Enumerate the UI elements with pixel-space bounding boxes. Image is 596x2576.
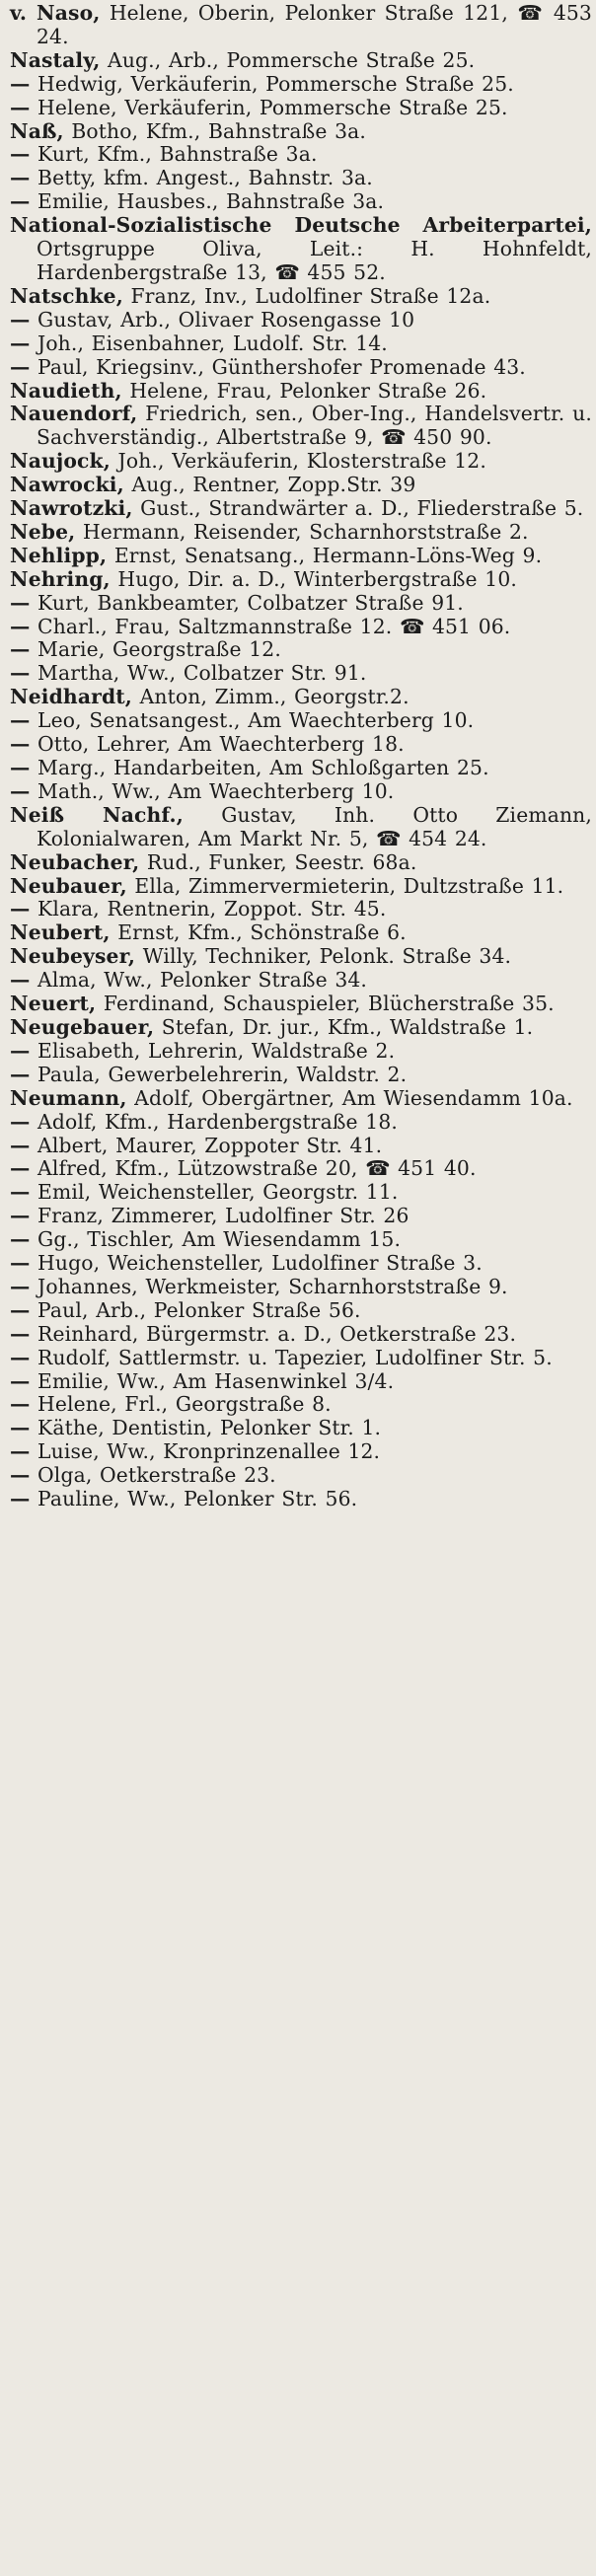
directory-entry	[10, 709, 592, 733]
entry-name: Nebe,	[10, 519, 76, 544]
entry-details: Olga, Oetkerstraße 23.	[30, 1463, 276, 1488]
entry-name: Nehring,	[10, 566, 111, 591]
entry-details: Hedwig, Verkäuferin, Pommersche Straße 25.	[30, 71, 514, 96]
directory-entry	[10, 898, 592, 921]
entry-name: —	[10, 95, 31, 119]
directory-entry	[10, 167, 592, 190]
entry-name: —	[10, 1463, 31, 1488]
entry-name: —	[10, 1156, 31, 1181]
entry-name: —	[10, 1227, 31, 1252]
directory-entry	[10, 1299, 592, 1323]
entry-name: —	[10, 307, 31, 331]
entry-name: Naß,	[10, 118, 64, 143]
entry-name: —	[10, 1133, 31, 1157]
entry-details: Leo, Senatsangest., Am Waechterberg 10.	[30, 708, 475, 733]
entry-details: Kurt, Bankbeamter, Colbatzer Straße 91.	[30, 590, 464, 615]
directory-entry	[10, 969, 592, 993]
directory-entry	[10, 1347, 592, 1370]
entry-name: Neumann,	[10, 1085, 127, 1110]
entry-name: —	[10, 661, 31, 686]
entry-details: Reinhard, Bürgermstr. a. D., Oetkerstraße 23.	[30, 1321, 517, 1346]
directory-entry	[10, 993, 592, 1016]
entry-name: —	[10, 1297, 31, 1322]
directory-entry	[10, 545, 592, 568]
directory-entry	[10, 403, 592, 450]
directory-entry	[10, 592, 592, 616]
entry-details: Aug., Rentner, Zopp.Str. 39	[123, 473, 416, 497]
entry-details: Helene, Verkäuferin, Pommersche Straße 25.	[30, 95, 508, 119]
directory-entry	[10, 1157, 592, 1181]
entry-details: Alma, Ww., Pelonker Straße 34.	[30, 968, 368, 993]
entry-details: Math., Ww., Am Waechterberg 10.	[30, 778, 395, 803]
entry-details: Gustav, Arb., Olivaer Rosengasse 10	[30, 307, 415, 331]
entry-name: National-Sozialistische Deutsche Arbeiterpartei,	[10, 213, 592, 238]
directory-entry	[10, 332, 592, 356]
directory-entry	[10, 1323, 592, 1347]
directory-entry	[10, 1016, 592, 1040]
entry-name: —	[10, 1251, 31, 1276]
directory-entry	[10, 450, 592, 474]
entry-details: Hermann, Reisender, Scharnhorststraße 2.	[75, 519, 529, 544]
directory-entry	[10, 662, 592, 686]
entry-name: Naujock,	[10, 449, 111, 474]
entry-details: Helene, Frl., Georgstraße 8.	[30, 1392, 332, 1417]
entry-name: —	[10, 1487, 31, 1511]
entry-details: Albert, Maurer, Zoppoter Str. 41.	[30, 1133, 383, 1157]
directory-entry	[10, 1181, 592, 1205]
entry-details: Joh., Eisenbahner, Ludolf. Str. 14.	[30, 331, 388, 355]
entry-details: Hugo, Dir. a. D., Winterbergstraße 10.	[110, 566, 518, 591]
entry-name: —	[10, 331, 31, 355]
directory-entry	[10, 380, 592, 404]
directory-entry	[10, 309, 592, 332]
entry-details: Otto, Lehrer, Am Waechterberg 18.	[30, 732, 405, 757]
entry-name: Neiß Nachf.,	[10, 802, 184, 827]
directory-entry	[10, 1276, 592, 1299]
entry-name: Neubert,	[10, 920, 111, 945]
entry-name: —	[10, 778, 31, 803]
directory-entry	[10, 616, 592, 639]
entry-details: Klara, Rentnerin, Zoppot. Str. 45.	[30, 897, 387, 921]
entry-details: Gust., Strandwärter a. D., Fliederstraße 5.	[132, 496, 584, 521]
entry-details: Adolf, Kfm., Hardenbergstraße 18.	[30, 1109, 398, 1134]
directory-entry	[10, 1417, 592, 1440]
entry-name: Nawrocki,	[10, 473, 124, 497]
directory-entry	[10, 120, 592, 144]
directory-entry	[10, 875, 592, 899]
entry-details: Emil, Weichensteller, Georgstr. 11.	[30, 1180, 399, 1205]
entry-details: Elisabeth, Lehrerin, Waldstraße 2.	[30, 1038, 396, 1063]
entry-details: Marg., Handarbeiten, Am Schloßgarten 25.	[30, 756, 489, 779]
entry-name: Neidhardt,	[10, 685, 133, 709]
entry-name: Nawrotzki,	[10, 496, 133, 521]
entry-details: Paul, Kriegsinv., Günthershofer Promenade 43.	[30, 354, 526, 379]
entry-details: Franz, Inv., Ludolfiner Straße 12a.	[122, 283, 491, 308]
entry-name: —	[10, 897, 31, 921]
directory-entry	[10, 1488, 592, 1511]
entry-details: Ernst, Kfm., Schönstraße 6.	[110, 920, 407, 945]
entry-details: Ferdinand, Schauspieler, Blücherstraße 35.	[96, 992, 555, 1016]
directory-entry	[10, 1393, 592, 1417]
entry-details: Anton, Zimm., Georgstr.2.	[132, 685, 410, 709]
entry-name: Neugebauer,	[10, 1014, 155, 1039]
entry-details: Paul, Arb., Pelonker Straße 56.	[30, 1297, 361, 1322]
entry-details: Luise, Ww., Kronprinzenallee 12.	[30, 1439, 381, 1464]
entry-details: Gg., Tischler, Am Wiesendamm 15.	[30, 1227, 402, 1252]
directory-entry	[10, 804, 592, 851]
entry-details: Rud., Funker, Seestr. 68a.	[139, 849, 417, 874]
entry-details: Ernst, Senatsang., Hermann-Löns-Weg 9.	[107, 543, 543, 567]
directory-entry	[10, 1135, 592, 1158]
entry-details: Joh., Verkäuferin, Klosterstraße 12.	[110, 449, 486, 474]
entry-name: —	[10, 1345, 31, 1369]
directory-entry	[10, 851, 592, 875]
entry-details: Käthe, Dentistin, Pelonker Str. 1.	[30, 1416, 382, 1440]
entry-name: —	[10, 708, 31, 733]
entry-name: —	[10, 1109, 31, 1134]
entry-name: Neuert,	[10, 992, 97, 1016]
directory-entry	[10, 686, 592, 709]
directory-entry	[10, 1064, 592, 1087]
directory-entry	[10, 921, 592, 945]
entry-name: —	[10, 189, 31, 214]
entry-name: —	[10, 1392, 31, 1417]
directory-entry	[10, 945, 592, 969]
entry-name: Neubauer,	[10, 873, 127, 898]
entry-name: —	[10, 732, 31, 757]
entry-name: —	[10, 1368, 31, 1393]
entry-name: Naudieth,	[10, 378, 122, 403]
entry-details: Aug., Arb., Pommersche Straße 25.	[100, 47, 476, 72]
entry-name: —	[10, 354, 31, 379]
entry-name: —	[10, 968, 31, 993]
directory-entry	[10, 190, 592, 214]
directory-entry	[10, 1370, 592, 1394]
directory-entry	[10, 1252, 592, 1276]
entry-details: Kurt, Kfm., Bahnstraße 3a.	[30, 142, 318, 167]
directory-entry	[10, 356, 592, 380]
entry-details: Helene, Oberin, Pelonker Straße 121, ☎ 453 24.	[37, 1, 592, 48]
directory-entry	[10, 733, 592, 757]
entry-details: Hugo, Weichensteller, Ludolfiner Straße 3.	[30, 1251, 483, 1276]
directory-entry	[10, 1087, 592, 1111]
entry-details: Gustav, Inh. Otto Ziemann, Kolonialwaren, Am Markt Nr. 5, ☎ 454 24.	[37, 802, 592, 850]
directory-entry	[10, 73, 592, 97]
entry-name: —	[10, 142, 31, 167]
directory-entry	[10, 1040, 592, 1064]
entry-details: Willy, Techniker, Pelonk. Straße 34.	[135, 944, 512, 969]
entry-details: Ella, Zimmervermieterin, Dultzstraße 11.	[126, 873, 564, 898]
entry-details: Marie, Georgstraße 12.	[30, 637, 281, 662]
directory-entry	[10, 97, 592, 120]
entry-name: —	[10, 166, 31, 190]
entry-details: Adolf, Obergärtner, Am Wiesendamm 10a.	[126, 1085, 573, 1110]
directory-entry	[10, 1111, 592, 1135]
entry-details: Stefan, Dr. jur., Kfm., Waldstraße 1.	[154, 1014, 534, 1039]
entry-name: Nauendorf,	[10, 402, 138, 426]
entry-details: Betty, kfm. Angest., Bahnstr. 3a.	[30, 166, 373, 190]
entry-name: Nastaly,	[10, 47, 101, 72]
entry-name: —	[10, 71, 31, 96]
entry-name: —	[10, 590, 31, 615]
entry-name: v. Naso,	[10, 1, 101, 25]
directory-entry	[10, 757, 592, 780]
directory-entry	[10, 49, 592, 73]
directory-entry	[10, 214, 592, 285]
directory-entry	[10, 1440, 592, 1464]
entry-details: Rudolf, Sattlermstr. u. Tapezier, Ludolfiner Str. 5.	[30, 1345, 553, 1369]
entry-name: —	[10, 756, 31, 779]
entry-name: —	[10, 1439, 31, 1464]
entry-name: Neubacher,	[10, 849, 140, 874]
entry-details: Helene, Frau, Pelonker Straße 26.	[121, 378, 487, 403]
entry-name: —	[10, 1038, 31, 1063]
directory-entry	[10, 1205, 592, 1228]
entry-details: Emilie, Ww., Am Hasenwinkel 3/4.	[30, 1368, 395, 1393]
entry-details: Martha, Ww., Colbatzer Str. 91.	[30, 661, 367, 686]
entry-name: Natschke,	[10, 283, 123, 308]
entry-details: Charl., Frau, Saltzmannstraße 12. ☎ 451 06.	[30, 614, 511, 638]
entry-name: Neubeyser,	[10, 944, 136, 969]
entry-details: Ortsgruppe Oliva, Leit.: H. Hohnfeldt, Hardenbergstraße 13, ☎ 455 52.	[37, 237, 592, 284]
entry-details: Pauline, Ww., Pelonker Str. 56.	[30, 1487, 358, 1511]
directory-entry	[10, 474, 592, 497]
directory-entry	[10, 780, 592, 804]
entry-details: Paula, Gewerbelehrerin, Waldstr. 2.	[30, 1062, 408, 1086]
directory-entry	[10, 638, 592, 662]
entry-details: Botho, Kfm., Bahnstraße 3a.	[63, 118, 366, 143]
entry-details: Franz, Zimmerer, Ludolfiner Str. 26	[30, 1204, 410, 1228]
entry-name: —	[10, 1321, 31, 1346]
directory-entry	[10, 1464, 592, 1488]
directory-entry	[10, 568, 592, 592]
directory-entry	[10, 1228, 592, 1252]
directory-entry	[10, 143, 592, 167]
directory-entry	[10, 285, 592, 309]
entry-name: —	[10, 1416, 31, 1440]
entry-name: —	[10, 614, 31, 638]
entry-details: Alfred, Kfm., Lützowstraße 20, ☎ 451 40.	[30, 1156, 477, 1181]
directory-entry	[10, 497, 592, 521]
entry-name: —	[10, 1204, 31, 1228]
entry-details: Emilie, Hausbes., Bahnstraße 3a.	[30, 189, 385, 214]
entry-name: Nehlipp,	[10, 543, 108, 567]
entry-name: —	[10, 1180, 31, 1205]
entry-details: Friedrich, sen., Ober-Ing., Handelsvertr. u. Sachverständig., Albertstraße 9, ☎ 450 90.	[37, 402, 592, 450]
directory-entry	[10, 521, 592, 545]
entry-name: —	[10, 1274, 31, 1298]
directory-entry	[10, 2, 592, 49]
entry-details: Johannes, Werkmeister, Scharnhorststraße 9.	[30, 1274, 508, 1298]
entry-name: —	[10, 637, 31, 662]
entry-name: —	[10, 1062, 31, 1086]
